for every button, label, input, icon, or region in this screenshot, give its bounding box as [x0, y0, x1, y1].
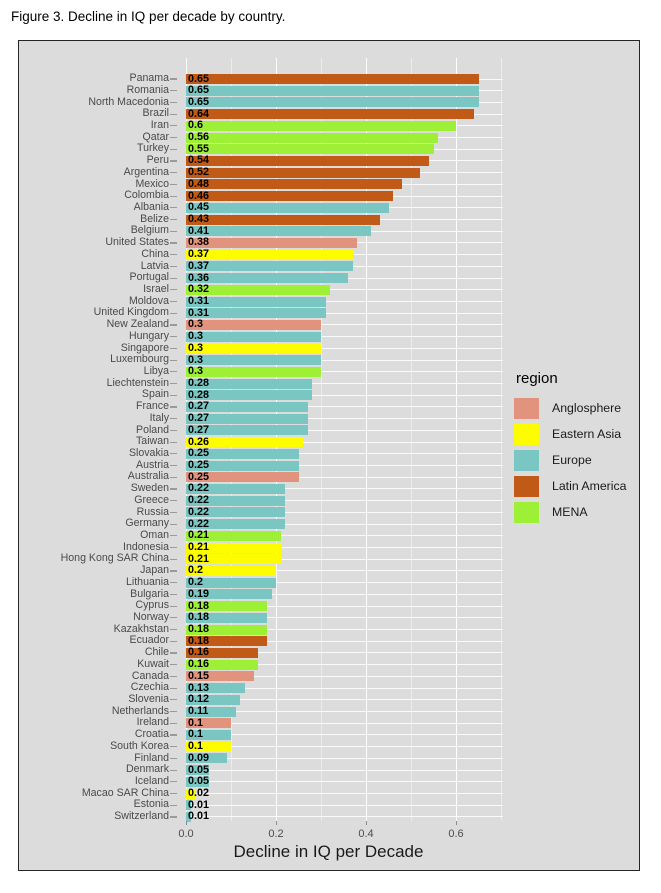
y-axis-tick — [170, 617, 177, 618]
legend-entry — [514, 499, 627, 525]
bar-value-label: 0.45 — [188, 201, 210, 214]
bar-value-label: 0.3 — [188, 330, 204, 343]
bar-value-label: 0.2 — [188, 564, 204, 577]
bar-value-label: 0.09 — [188, 751, 210, 764]
y-axis-tick — [170, 254, 177, 255]
bar-value-label: 0.3 — [188, 353, 204, 366]
x-axis-title: Decline in IQ per Decade — [233, 842, 424, 861]
country-label: Brazil — [142, 107, 169, 120]
y-axis-tick — [170, 770, 177, 771]
y-axis-tick — [170, 664, 177, 665]
y-axis-tick — [170, 547, 177, 548]
y-axis-tick — [170, 582, 177, 583]
y-axis-tick — [170, 172, 177, 173]
bar-value-label: 0.48 — [188, 177, 210, 190]
bar — [186, 156, 429, 166]
country-label: Bulgaria — [130, 587, 169, 600]
legend-entry-label: Eastern Asia — [552, 427, 622, 441]
bar — [186, 191, 393, 201]
bar-value-label: 0.3 — [188, 341, 204, 354]
y-axis-tick — [170, 418, 177, 419]
bar-value-label: 0.37 — [188, 248, 210, 261]
bar-value-label: 0.56 — [188, 131, 210, 144]
bar-value-label: 0.01 — [188, 810, 210, 823]
country-label: Belgium — [130, 224, 169, 237]
bar-value-label: 0.32 — [188, 283, 210, 296]
bar-value-label: 0.27 — [188, 412, 210, 425]
bar-value-label: 0.38 — [188, 236, 210, 249]
country-label: Iceland — [134, 774, 169, 787]
country-label: Indonesia — [123, 540, 169, 553]
bar-value-label: 0.18 — [188, 599, 210, 612]
country-label: Qatar — [142, 130, 169, 143]
y-axis-tick — [170, 160, 177, 161]
country-label: Argentina — [123, 165, 169, 178]
y-gridline — [186, 746, 503, 747]
country-label: Croatia — [134, 728, 169, 741]
bar-value-label: 0.64 — [188, 107, 210, 120]
y-gridline — [186, 723, 503, 724]
bar-value-label: 0.1 — [188, 740, 204, 753]
country-label: Mexico — [135, 177, 169, 190]
country-label: United Kingdom — [93, 306, 169, 319]
country-label: China — [141, 247, 169, 260]
y-axis-tick — [170, 816, 177, 817]
y-gridline — [186, 734, 503, 735]
bar-value-label: 0.16 — [188, 658, 210, 671]
country-label: Libya — [143, 364, 169, 377]
country-label: Macao SAR China — [81, 786, 169, 799]
y-axis-tick — [170, 242, 177, 243]
legend-title: region — [516, 370, 558, 387]
country-label: Albania — [133, 200, 169, 213]
y-axis-tick — [170, 453, 177, 454]
y-axis-tick — [170, 336, 177, 337]
country-label: Turkey — [137, 142, 169, 155]
chart-box — [18, 40, 640, 871]
bar — [186, 168, 420, 178]
y-axis-tick — [170, 137, 177, 138]
y-axis-tick — [170, 699, 177, 700]
y-axis-tick — [170, 231, 177, 232]
country-label: Panama — [129, 72, 169, 85]
country-label: New Zealand — [106, 318, 169, 331]
y-axis-tick — [170, 711, 177, 712]
bar — [186, 226, 371, 236]
x-tick-label: 0.0 — [178, 828, 194, 840]
y-axis-tick — [170, 114, 177, 115]
bar-value-label: 0.02 — [188, 787, 210, 800]
country-label: Finland — [134, 751, 169, 764]
country-label: Portugal — [129, 271, 169, 284]
bar-value-label: 0.21 — [188, 529, 210, 542]
bar-value-label: 0.05 — [188, 763, 210, 776]
bar-value-label: 0.65 — [188, 95, 210, 108]
bar-value-label: 0.18 — [188, 634, 210, 647]
bar — [186, 86, 479, 96]
x-axis-tick — [456, 821, 457, 825]
country-label: France — [136, 400, 169, 413]
y-axis-tick — [170, 442, 177, 443]
bar-value-label: 0.16 — [188, 646, 210, 659]
country-label: Israel — [143, 282, 169, 295]
bar — [186, 215, 380, 225]
country-label: Austria — [136, 458, 169, 471]
bar-value-label: 0.65 — [188, 84, 210, 97]
country-label: Czechia — [130, 681, 169, 694]
x-tick-label: 0.6 — [448, 828, 464, 840]
country-label: Chile — [144, 646, 169, 659]
y-axis-tick — [170, 512, 177, 513]
bar-value-label: 0.52 — [188, 166, 210, 179]
y-axis-tick — [170, 348, 177, 349]
country-label: Peru — [146, 154, 169, 167]
y-axis-tick — [170, 758, 177, 759]
y-axis-tick — [170, 125, 177, 126]
bar-value-label: 0.31 — [188, 306, 210, 319]
bar-value-label: 0.15 — [188, 669, 210, 682]
bar — [186, 250, 353, 260]
legend-swatch — [514, 398, 539, 419]
country-label: Luxembourg — [110, 353, 169, 366]
y-axis-tick — [170, 688, 177, 689]
bar-value-label: 0.54 — [188, 154, 210, 167]
y-axis-tick — [170, 594, 177, 595]
y-axis-tick — [170, 301, 177, 302]
bar — [186, 74, 479, 84]
y-axis-tick — [170, 266, 177, 267]
y-axis-tick — [170, 465, 177, 466]
y-axis-tick — [170, 149, 177, 150]
country-label: Romania — [126, 83, 169, 96]
figure-caption: Figure 3. Decline in IQ per decade by country. — [11, 9, 286, 24]
bar-value-label: 0.18 — [188, 623, 210, 636]
bar-value-label: 0.46 — [188, 189, 210, 202]
bar-value-label: 0.22 — [188, 505, 210, 518]
y-axis-tick — [170, 430, 177, 431]
country-label: Denmark — [126, 763, 169, 776]
y-axis-tick — [170, 324, 177, 325]
y-gridline — [186, 816, 503, 817]
bar-value-label: 0.1 — [188, 728, 204, 741]
bar — [186, 343, 321, 353]
bar — [186, 355, 321, 365]
bar — [186, 121, 456, 131]
bar-value-label: 0.19 — [188, 587, 210, 600]
legend-entry — [514, 421, 627, 447]
bar-value-label: 0.18 — [188, 611, 210, 624]
bar-value-label: 0.27 — [188, 423, 210, 436]
y-axis-tick — [170, 559, 177, 560]
country-label: Sweden — [130, 482, 169, 495]
bar — [186, 238, 357, 248]
country-label: Belize — [140, 212, 169, 225]
country-label: Greece — [134, 493, 169, 506]
country-label: Australia — [127, 470, 169, 483]
y-axis-tick — [170, 196, 177, 197]
legend-entry — [514, 473, 627, 499]
bar — [186, 203, 389, 213]
y-axis-tick — [170, 781, 177, 782]
bar-value-label: 0.21 — [188, 552, 210, 565]
bar-value-label: 0.11 — [188, 705, 209, 718]
y-axis-tick — [170, 535, 177, 536]
y-axis-tick — [170, 90, 177, 91]
y-axis-tick — [170, 395, 177, 396]
y-axis-tick — [170, 383, 177, 384]
x-axis-tick — [186, 821, 187, 825]
legend-swatch — [514, 502, 539, 523]
y-axis-tick — [170, 207, 177, 208]
y-gridline — [186, 758, 503, 759]
legend-entries — [514, 395, 627, 525]
bar — [186, 179, 402, 189]
legend-entry-label: Latin America — [552, 479, 627, 493]
y-axis-tick — [170, 793, 177, 794]
bar-value-label: 0.21 — [188, 541, 210, 554]
x-axis-tick — [366, 821, 367, 825]
country-label: Latvia — [140, 259, 169, 272]
country-label: Norway — [133, 610, 169, 623]
bar-value-label: 0.28 — [188, 388, 210, 401]
y-axis-tick — [170, 734, 177, 735]
country-label: Oman — [140, 528, 169, 541]
country-label: Lithuania — [125, 575, 169, 588]
y-axis-tick — [170, 371, 177, 372]
y-axis-tick — [170, 289, 177, 290]
y-axis-tick — [170, 219, 177, 220]
country-label: South Korea — [110, 739, 169, 752]
bar-value-label: 0.37 — [188, 259, 210, 272]
y-axis-tick — [170, 406, 177, 407]
bar-value-label: 0.13 — [188, 681, 210, 694]
y-axis-tick — [170, 184, 177, 185]
y-axis-tick — [170, 641, 177, 642]
country-label: Hungary — [128, 329, 169, 342]
y-axis-tick — [170, 102, 177, 103]
country-label: Cyprus — [135, 599, 169, 612]
y-gridline — [186, 793, 503, 794]
bar-value-label: 0.43 — [188, 213, 210, 226]
bar — [186, 367, 321, 377]
country-label: Spain — [141, 388, 169, 401]
country-label: Estonia — [133, 798, 169, 811]
y-axis-tick — [170, 652, 177, 653]
legend — [514, 370, 627, 525]
country-label: United States — [105, 236, 169, 249]
bar — [186, 273, 348, 283]
y-axis-tick — [170, 629, 177, 630]
legend-entry-label: Europe — [552, 453, 592, 467]
country-label: North Macedonia — [88, 95, 169, 108]
country-label: Poland — [136, 423, 169, 436]
bar-value-label: 0.3 — [188, 365, 204, 378]
bar-value-label: 0.12 — [188, 693, 210, 706]
bar-value-label: 0.01 — [188, 798, 210, 811]
y-axis-tick — [170, 360, 177, 361]
y-axis-tick — [170, 524, 177, 525]
country-label: Slovenia — [128, 692, 169, 705]
country-label: Canada — [131, 669, 169, 682]
bar-value-label: 0.25 — [188, 447, 210, 460]
country-label: Kazakhstan — [113, 622, 169, 635]
y-axis-tick — [170, 78, 177, 79]
bar — [186, 144, 434, 154]
country-label: Ecuador — [129, 634, 169, 647]
y-gridline — [186, 781, 503, 782]
y-axis-tick — [170, 488, 177, 489]
y-axis-tick — [170, 606, 177, 607]
country-label: Slovakia — [128, 446, 169, 459]
y-axis-tick — [170, 746, 177, 747]
legend-entry — [514, 447, 627, 473]
country-label: Hong Kong SAR China — [60, 552, 169, 565]
bar-value-label: 0.6 — [188, 119, 204, 132]
legend-swatch — [514, 424, 539, 445]
country-label: Italy — [149, 411, 169, 424]
bar-value-label: 0.28 — [188, 377, 210, 390]
y-gridline — [186, 805, 503, 806]
y-axis-tick — [170, 805, 177, 806]
bar-value-label: 0.65 — [188, 72, 210, 85]
legend-swatch — [514, 476, 539, 497]
bar-value-label: 0.22 — [188, 482, 210, 495]
x-axis-tick — [276, 821, 277, 825]
bar-value-label: 0.22 — [188, 517, 210, 530]
country-label: Singapore — [120, 341, 169, 354]
x-tick-label: 0.4 — [358, 828, 374, 840]
bar-value-label: 0.41 — [188, 224, 210, 237]
legend-entry — [514, 395, 627, 421]
bar-value-label: 0.26 — [188, 435, 210, 448]
country-label: Germany — [125, 517, 169, 530]
bar-value-label: 0.27 — [188, 400, 210, 413]
country-label: Taiwan — [136, 435, 169, 448]
bar — [186, 133, 438, 143]
y-axis-tick — [170, 313, 177, 314]
legend-swatch — [514, 450, 539, 471]
bar-value-label: 0.31 — [188, 295, 210, 308]
bar-value-label: 0.36 — [188, 271, 210, 284]
country-label: Switzerland — [114, 810, 169, 823]
bar — [186, 320, 321, 330]
bar-value-label: 0.3 — [188, 318, 204, 331]
country-label: Colombia — [124, 189, 169, 202]
bar-value-label: 0.25 — [188, 470, 210, 483]
bar-value-label: 0.05 — [188, 775, 210, 788]
legend-entry-label: MENA — [552, 505, 588, 519]
y-axis-tick — [170, 278, 177, 279]
y-axis-tick — [170, 500, 177, 501]
legend-entry-label: Anglosphere — [552, 401, 622, 415]
x-tick-label: 0.2 — [268, 828, 284, 840]
y-axis-tick — [170, 570, 177, 571]
country-label: Moldova — [128, 294, 169, 307]
country-label: Liechtenstein — [106, 376, 169, 389]
country-label: Iran — [150, 118, 169, 131]
country-label: Netherlands — [111, 704, 169, 717]
bar — [186, 261, 353, 271]
y-axis-tick — [170, 723, 177, 724]
y-axis-tick — [170, 676, 177, 677]
country-label: Kuwait — [137, 657, 169, 670]
bar-value-label: 0.2 — [188, 576, 204, 589]
bar-value-label: 0.22 — [188, 494, 210, 507]
bar — [186, 109, 474, 119]
y-axis-tick — [170, 477, 177, 478]
bar — [186, 332, 321, 342]
bar-value-label: 0.25 — [188, 459, 210, 472]
bar-value-label: 0.1 — [188, 716, 204, 729]
bar — [186, 97, 479, 107]
country-label: Russia — [136, 505, 169, 518]
country-label: Ireland — [136, 716, 169, 729]
bar-value-label: 0.55 — [188, 142, 210, 155]
country-label: Japan — [140, 564, 169, 577]
y-gridline — [186, 770, 503, 771]
